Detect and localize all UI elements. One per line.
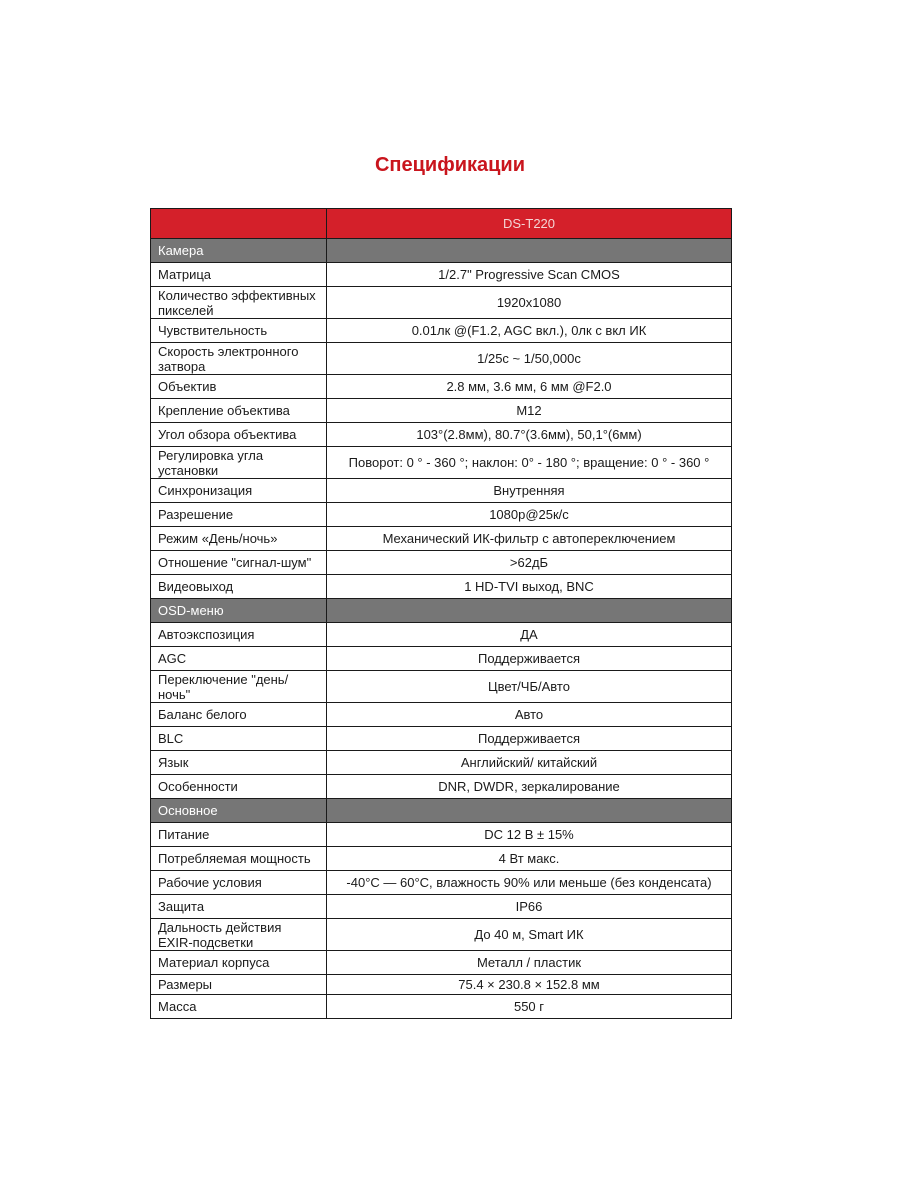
param-cell: Синхронизация [151, 479, 327, 503]
table-row [151, 423, 732, 447]
table-row [151, 263, 732, 287]
table-row [151, 647, 732, 671]
param-cell: Чувствительность [151, 319, 327, 343]
value-cell: ДА [327, 623, 732, 647]
param-cell: Скорость электронного затвора [151, 343, 327, 375]
table-row [151, 399, 732, 423]
table-row [151, 527, 732, 551]
param-cell: Потребляемая мощность [151, 847, 327, 871]
value-cell: >62дБ [327, 551, 732, 575]
param-cell: Питание [151, 823, 327, 847]
table-row [151, 975, 732, 995]
value-cell: 1080p@25к/с [327, 503, 732, 527]
param-cell: Язык [151, 751, 327, 775]
param-cell: Режим «День/ночь» [151, 527, 327, 551]
table-row [151, 847, 732, 871]
table-row [151, 447, 732, 479]
value-cell: Поворот: 0 ° - 360 °; наклон: 0° - 180 °; вращение: 0 ° - 360 ° [327, 447, 732, 479]
param-cell: Видеовыход [151, 575, 327, 599]
header-model-cell: DS-T220 [327, 209, 732, 239]
section-row-osd [151, 599, 732, 623]
section-spacer-cell [327, 599, 732, 623]
table-row [151, 575, 732, 599]
param-cell: Автоэкспозиция [151, 623, 327, 647]
value-cell: 1 HD-TVI выход, BNC [327, 575, 732, 599]
section-title: Камера [151, 239, 327, 263]
param-cell: Отношение "сигнал-шум" [151, 551, 327, 575]
spec-table [150, 208, 732, 1019]
table-row [151, 823, 732, 847]
table-row [151, 551, 732, 575]
table-row [151, 775, 732, 799]
table-row [151, 995, 732, 1019]
value-cell: 4 Вт макс. [327, 847, 732, 871]
param-cell: Матрица [151, 263, 327, 287]
table-row [151, 919, 732, 951]
value-cell: 1/2.7" Progressive Scan CMOS [327, 263, 732, 287]
header-param-cell [151, 209, 327, 239]
value-cell: 103°(2.8мм), 80.7°(3.6мм), 50,1°(6мм) [327, 423, 732, 447]
table-header-row [151, 209, 732, 239]
param-cell: Материал корпуса [151, 951, 327, 975]
value-cell: 550 г [327, 995, 732, 1019]
section-row-general [151, 799, 732, 823]
param-cell: Рабочие условия [151, 871, 327, 895]
table-row [151, 343, 732, 375]
value-cell: Английский/ китайский [327, 751, 732, 775]
param-cell: Баланс белого [151, 703, 327, 727]
section-spacer-cell [327, 799, 732, 823]
value-cell: До 40 м, Smart ИК [327, 919, 732, 951]
value-cell: M12 [327, 399, 732, 423]
param-cell: Дальность действия EXIR-подсветки [151, 919, 327, 951]
value-cell: 2.8 мм, 3.6 мм, 6 мм @F2.0 [327, 375, 732, 399]
value-cell: DNR, DWDR, зеркалирование [327, 775, 732, 799]
section-spacer-cell [327, 239, 732, 263]
param-cell: AGC [151, 647, 327, 671]
param-cell: Разрешение [151, 503, 327, 527]
param-cell: Защита [151, 895, 327, 919]
value-cell: DC 12 В ± 15% [327, 823, 732, 847]
param-cell: Размеры [151, 975, 327, 995]
param-cell: Угол обзора объектива [151, 423, 327, 447]
table-row [151, 895, 732, 919]
value-cell: IP66 [327, 895, 732, 919]
section-title: OSD-меню [151, 599, 327, 623]
table-row [151, 319, 732, 343]
table-row [151, 503, 732, 527]
table-row [151, 751, 732, 775]
table-row [151, 951, 732, 975]
value-cell: 1920x1080 [327, 287, 732, 319]
section-title: Основное [151, 799, 327, 823]
value-cell: -40°C — 60°C, влажность 90% или меньше (без конденсата) [327, 871, 732, 895]
value-cell: Цвет/ЧБ/Авто [327, 671, 732, 703]
value-cell: Поддерживается [327, 647, 732, 671]
param-cell: Особенности [151, 775, 327, 799]
param-cell: Переключение "день/ночь" [151, 671, 327, 703]
value-cell: Механический ИК-фильтр с автопереключением [327, 527, 732, 551]
value-cell: Поддерживается [327, 727, 732, 751]
value-cell: 0.01лк @(F1.2, AGC вкл.), 0лк с вкл ИК [327, 319, 732, 343]
param-cell: BLC [151, 727, 327, 751]
param-cell: Количество эффективных пикселей [151, 287, 327, 319]
table-row [151, 703, 732, 727]
value-cell: 75.4 × 230.8 × 152.8 мм [327, 975, 732, 995]
value-cell: Внутренняя [327, 479, 732, 503]
table-row [151, 727, 732, 751]
table-row [151, 623, 732, 647]
table-row [151, 671, 732, 703]
table-row [151, 287, 732, 319]
table-row [151, 479, 732, 503]
param-cell: Крепление объектива [151, 399, 327, 423]
value-cell: 1/25с ~ 1/50,000с [327, 343, 732, 375]
table-row [151, 871, 732, 895]
param-cell: Масса [151, 995, 327, 1019]
value-cell: Металл / пластик [327, 951, 732, 975]
param-cell: Объектив [151, 375, 327, 399]
param-cell: Регулировка угла установки [151, 447, 327, 479]
value-cell: Авто [327, 703, 732, 727]
table-row [151, 375, 732, 399]
page-title: Спецификации [374, 154, 526, 176]
section-row-camera [151, 239, 732, 263]
